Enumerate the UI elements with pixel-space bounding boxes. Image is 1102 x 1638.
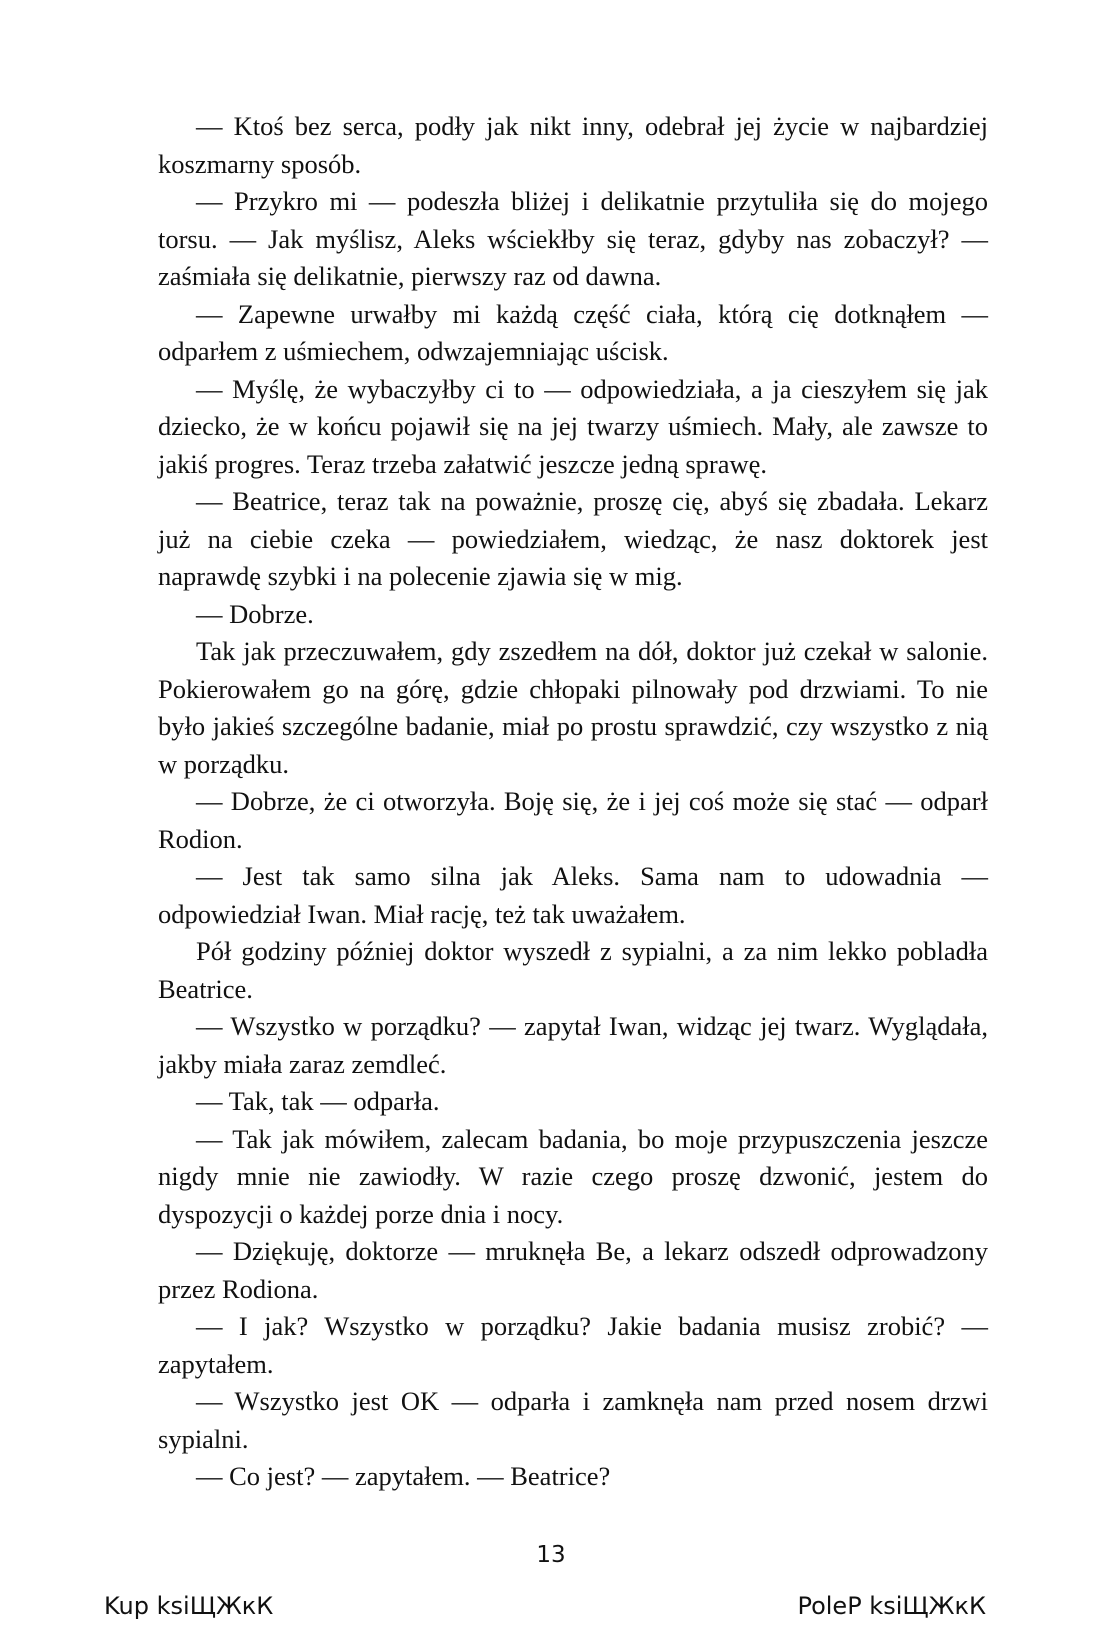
page-number: 13 (536, 1542, 566, 1568)
paragraph: — Wszystko jest OK — odparła i zamknęła nam przed nosem drzwi sypialni. (158, 1386, 988, 1454)
paragraph: — Tak, tak — odparła. (196, 1086, 440, 1116)
paragraph: — Zapewne urwałby mi każdą część ciała, którą cię dotknąłem — odparłem z uśmiechem, odwzajemniając uścisk. (158, 298, 988, 366)
paragraph: — Przykro mi — podeszła bliżej i delikatnie przytuliła się do mojego torsu. — Jak myślisz, Aleks wściekłby się teraz, gdyby nas zobaczył? — zaśmiała się delikatnie, pierwszy raz od dawna. (158, 186, 988, 291)
paragraph: — I jak? Wszystko w porządku? Jakie badania musisz zrobić? — zapytałem. (158, 1311, 988, 1379)
paragraph: — Myślę, że wybaczyłby ci to — odpowiedziała, a ja cieszyłem się jak dziecko, że w końcu pojawił się na jej twarzy uśmiech. Mały, ale zawsze to jakiś progres. Teraz trzeba załatwić jeszcze jedną sprawę. (158, 373, 988, 479)
paragraph: — Wszystko w porządku? — zapytał Iwan, widząc jej twarz. Wyglądała, jakby miała zaraz zemdleć. (158, 1011, 988, 1079)
paragraph: — Beatrice, teraz tak na poważnie, proszę cię, abyś się zbadała. Lekarz już na ciebie czeka — powiedziałem, wiedząc, że nasz doktorek jest naprawdę szybki i na polecenie zjawia się w mig. (158, 486, 988, 591)
paragraph: Tak jak przeczuwałem, gdy zszedłem na dół, doktor już czekał w salonie. Pokierowałem go na górę, gdzie chłopaki pilnowały pod drzwiami. To nie było jakieś szczególne badanie, miał po prostu sprawdzić, czy wszystko z nią w porządku. (158, 636, 988, 779)
paragraph: — Dobrze. (196, 598, 314, 629)
paragraph: — Dobrze, że ci otworzyła. Boję się, że i jej coś może się stać — odparł Rodion. (158, 786, 988, 854)
paragraph: — Tak jak mówiłem, zalecam badania, bo moje przypuszczenia jeszcze nigdy mnie nie zawiodły. W razie czego proszę dzwonić, jestem do dyspozycji o każdej porze dnia i nocy. (158, 1123, 988, 1229)
footer-buy-link[interactable]: Kup ksiЩЖкК (104, 1592, 274, 1620)
paragraph: — Ktoś bez serca, podły jak nikt inny, odebrał jej życie w najbardziej koszmarny sposób. (158, 111, 988, 179)
paragraph: — Dziękuję, doktorze — mruknęła Be, a lekarz odszedł odprowadzony przez Rodiona. (158, 1236, 988, 1304)
footer-recommend-link[interactable]: PoleP ksiЩЖкК (797, 1592, 986, 1620)
paragraph: — Co jest? — zapytałem. — Beatrice? (196, 1461, 611, 1491)
page-text (158, 108, 988, 1496)
paragraph: Pół godziny później doktor wyszedł z sypialni, a za nim lekko pobladła Beatrice. (158, 936, 988, 1004)
paragraph: — Jest tak samo silna jak Aleks. Sama nam to udowadnia — odpowiedział Iwan. Miał rację, też tak uważałem. (158, 861, 988, 929)
